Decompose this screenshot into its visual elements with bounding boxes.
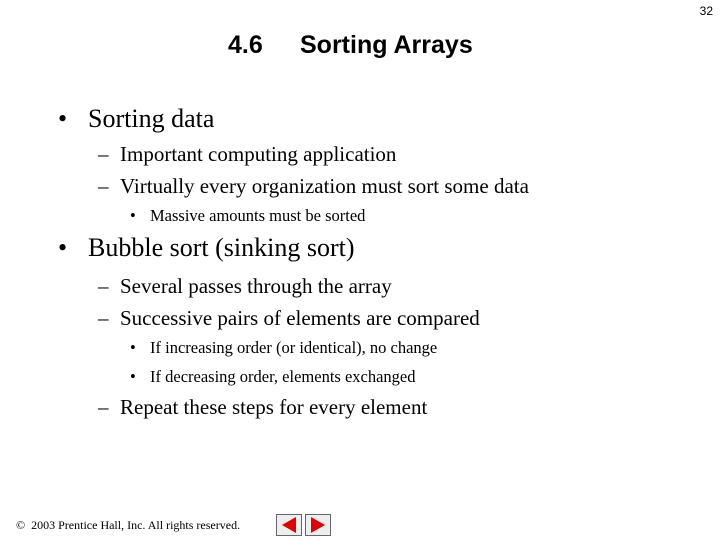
sub-bullet: Virtually every organization must sort some data bbox=[120, 174, 529, 198]
sub-sub-bullet: Massive amounts must be sorted bbox=[150, 206, 366, 225]
bullet-marker: • bbox=[58, 104, 68, 133]
bullet-marker: • bbox=[130, 206, 136, 225]
dash-marker: – bbox=[98, 274, 109, 298]
bullet-bubble-sort: Bubble sort (sinking sort) bbox=[88, 233, 355, 262]
bullet-marker: • bbox=[58, 233, 68, 262]
sub-bullet: Important computing application bbox=[120, 142, 397, 166]
bullet-marker: • bbox=[130, 367, 136, 386]
copyright-text: 2003 Prentice Hall, Inc. All rights reserved. bbox=[31, 518, 241, 532]
next-slide-button[interactable] bbox=[305, 514, 331, 536]
triangle-left-icon bbox=[277, 515, 301, 535]
copyright-footer bbox=[16, 518, 240, 533]
sub-sub-bullet: If decreasing order, elements exchanged bbox=[150, 367, 416, 386]
slide-title: Sorting Arrays bbox=[300, 31, 473, 59]
bullet-marker: • bbox=[130, 338, 136, 357]
copyright-icon: © bbox=[16, 518, 26, 532]
page-number: 32 bbox=[699, 4, 713, 18]
previous-slide-button[interactable] bbox=[276, 514, 302, 536]
dash-marker: – bbox=[98, 142, 109, 166]
dash-marker: – bbox=[98, 306, 109, 330]
bullet-sorting-data: Sorting data bbox=[88, 104, 215, 133]
section-number: 4.6 bbox=[228, 31, 263, 59]
sub-bullet: Repeat these steps for every element bbox=[120, 395, 428, 419]
sub-sub-bullet: If increasing order (or identical), no change bbox=[150, 338, 438, 357]
triangle-right-icon bbox=[306, 515, 330, 535]
dash-marker: – bbox=[98, 174, 109, 198]
dash-marker: – bbox=[98, 395, 109, 419]
sub-bullet: Several passes through the array bbox=[120, 274, 392, 298]
sub-bullet: Successive pairs of elements are compared bbox=[120, 306, 480, 330]
